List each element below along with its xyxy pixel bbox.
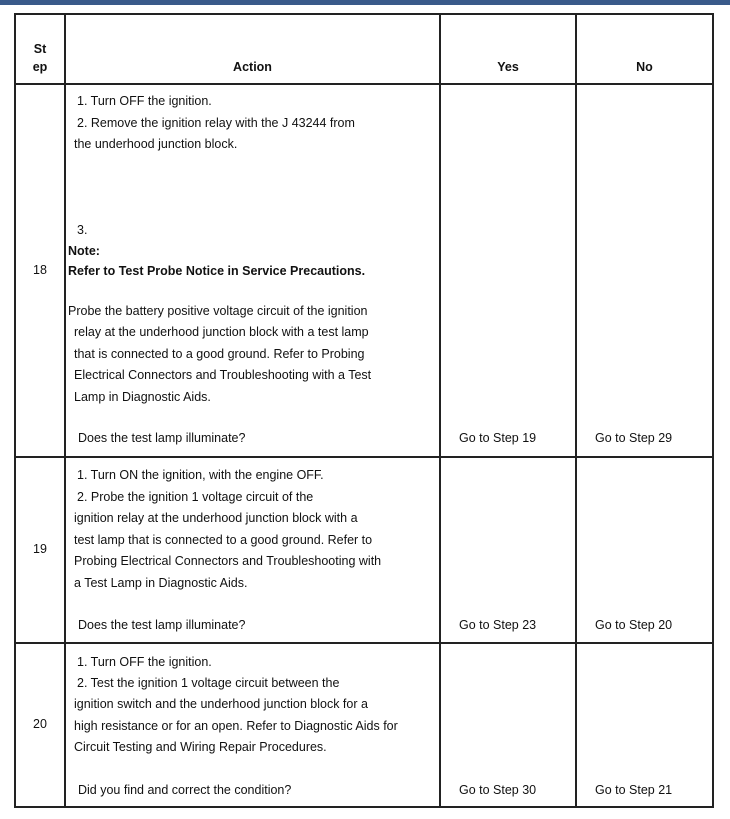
action-line: Probe the battery positive voltage circuit of the ignition xyxy=(68,304,368,318)
header-no: No xyxy=(636,60,653,74)
row-divider xyxy=(14,456,714,458)
action-line: test lamp that is connected to a good ground. Refer to xyxy=(74,533,373,547)
action-line: high resistance or for an open. Refer to Diagnostic Aids for xyxy=(74,719,398,733)
step-number: 20 xyxy=(33,717,47,731)
action-line: 2. Test the ignition 1 voltage circuit between the xyxy=(77,676,340,690)
action-line: Lamp in Diagnostic Aids. xyxy=(74,390,211,404)
action-line: Electrical Connectors and Troubleshooting with a Test xyxy=(74,368,372,382)
table-border-right xyxy=(712,13,714,808)
action-line: that is connected to a good ground. Refer to Probing xyxy=(74,347,365,361)
note-text: Refer to Test Probe Notice in Service Precautions. xyxy=(68,264,366,278)
row-divider xyxy=(14,83,714,85)
action-line: 1. Turn ON the ignition, with the engine OFF. xyxy=(77,468,324,482)
action-line: 1. Turn OFF the ignition. xyxy=(77,94,212,108)
action-line: the underhood junction block. xyxy=(74,137,238,151)
action-question: Does the test lamp illuminate? xyxy=(78,431,246,445)
action-line: Circuit Testing and Wiring Repair Procedures. xyxy=(74,740,327,754)
row-divider xyxy=(14,642,714,644)
table-border-left xyxy=(14,13,16,808)
action-line: 2. Probe the ignition 1 voltage circuit of the xyxy=(77,490,314,504)
header-action: Action xyxy=(233,60,272,74)
action-question: Does the test lamp illuminate? xyxy=(78,618,246,632)
action-line: 1. Turn OFF the ignition. xyxy=(77,655,212,669)
no-result: Go to Step 20 xyxy=(595,618,673,632)
yes-result: Go to Step 19 xyxy=(459,431,537,445)
header-yes: Yes xyxy=(497,60,519,74)
action-line: ignition switch and the underhood junction block for a xyxy=(74,697,368,711)
action-line: ignition relay at the underhood junction block with a xyxy=(74,511,358,525)
action-question: Did you find and correct the condition? xyxy=(78,783,292,797)
column-divider xyxy=(575,13,577,808)
column-divider xyxy=(439,13,441,808)
yes-result: Go to Step 30 xyxy=(459,783,537,797)
table-border-bottom xyxy=(14,806,714,808)
action-line: a Test Lamp in Diagnostic Aids. xyxy=(74,576,248,590)
header-step: ep xyxy=(32,60,48,74)
yes-result: Go to Step 23 xyxy=(459,618,537,632)
no-result: Go to Step 21 xyxy=(595,783,673,797)
action-line: relay at the underhood junction block with a test lamp xyxy=(74,325,369,339)
table-border-top xyxy=(14,13,714,15)
action-line: Probing Electrical Connectors and Troubleshooting with xyxy=(74,554,382,568)
column-divider xyxy=(64,13,66,808)
no-result: Go to Step 29 xyxy=(595,431,673,445)
action-line: 2. Remove the ignition relay with the J 43244 from xyxy=(77,116,355,130)
action-line: 3. xyxy=(77,223,88,237)
note-label: Note: xyxy=(68,244,100,258)
step-number: 19 xyxy=(33,542,47,556)
step-number: 18 xyxy=(33,263,47,277)
header-step: St xyxy=(33,42,47,56)
